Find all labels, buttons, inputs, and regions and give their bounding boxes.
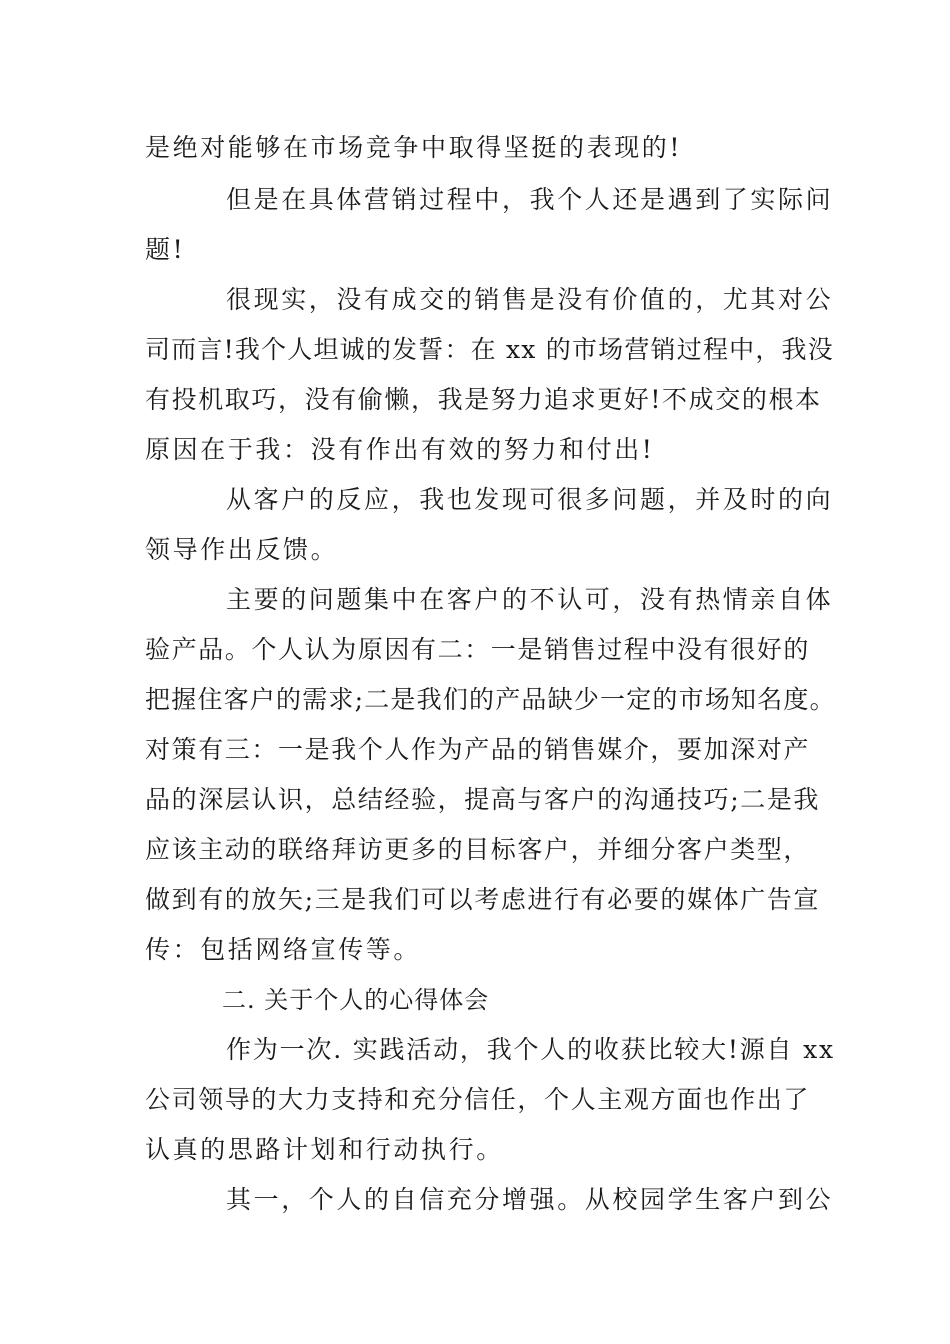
text-line: 原因在于我：没有作出有效的努力和付出! bbox=[145, 435, 655, 464]
paragraph-start-line: 但是在具体营销过程中，我个人还是遇到了实际问 bbox=[226, 185, 834, 214]
text-line: 题! bbox=[145, 235, 186, 264]
text-line: 把握住客户的需求;二是我们的产品缺少一定的市场知名度。 bbox=[145, 685, 836, 714]
paragraph-start-line: 其一，个人的自信充分增强。从校园学生客户到公 bbox=[226, 1185, 834, 1214]
section-heading: 二. 关于个人的心得体会 bbox=[222, 986, 490, 1014]
text-line: 公司领导的大力支持和充分信任，个人主观方面也作出了 bbox=[145, 1085, 811, 1114]
text-line: 领导作出反馈。 bbox=[145, 535, 339, 564]
text-line: 认真的思路计划和行动执行。 bbox=[145, 1135, 504, 1164]
text-line: 验产品。个人认为原因有二：一是销售过程中没有很好的 bbox=[145, 635, 811, 664]
paragraph-start-line: 从客户的反应，我也发现可很多问题，并及时的向 bbox=[226, 485, 834, 514]
text-line: 应该主动的联络拜访更多的目标客户，并细分客户类型， bbox=[145, 835, 811, 864]
paragraph-start-line: 主要的问题集中在客户的不认可，没有热情亲自体 bbox=[226, 585, 834, 614]
paragraph-start-line: 作为一次. 实践活动，我个人的收获比较大!源自 xx bbox=[226, 1035, 835, 1064]
text-line: 是绝对能够在市场竞争中取得坚挺的表现的! bbox=[145, 133, 683, 162]
paragraph-start-line: 很现实，没有成交的销售是没有价值的，尤其对公 bbox=[226, 285, 834, 314]
text-line: 传：包括网络宣传等。 bbox=[145, 935, 422, 964]
text-line: 有投机取巧，没有偷懒，我是努力追求更好!不成交的根本 bbox=[145, 385, 822, 414]
text-line: 司而言!我个人坦诚的发誓：在 xx 的市场营销过程中，我没 bbox=[145, 335, 834, 364]
text-line: 品的深层认识，总结经验，提高与客户的沟通技巧;二是我 bbox=[145, 785, 821, 814]
text-line: 做到有的放矢;三是我们可以考虑进行有必要的媒体广告宣 bbox=[145, 885, 821, 914]
text-line: 对策有三：一是我个人作为产品的销售媒介，要加深对产 bbox=[145, 735, 811, 764]
